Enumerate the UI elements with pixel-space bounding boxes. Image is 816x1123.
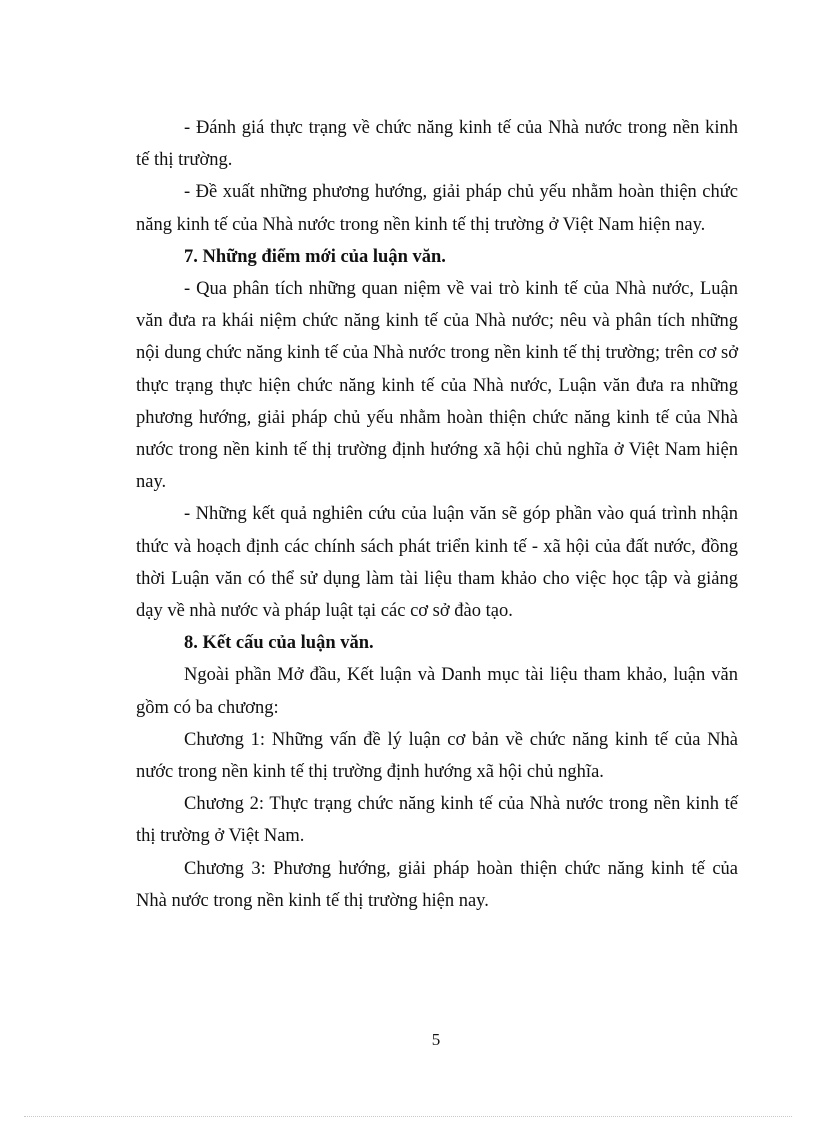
section-heading-structure: 8. Kết cấu của luận văn.	[184, 633, 374, 654]
page-number: 5	[431, 1030, 441, 1049]
page-bottom-divider	[24, 1116, 792, 1117]
chapter-3-paragraph: Chương 3: Phương hướng, giải pháp hoàn thiện chức năng kinh tế của Nhà nước trong nền kinh tế thị trường hiện nay.	[136, 858, 738, 911]
document-body	[136, 112, 738, 917]
bullet-propose-solutions: - Đề xuất những phương hướng, giải pháp chủ yếu nhằm hoàn thiện chức năng kinh tế của Nhà nước trong nền kinh tế thị trường ở Việt Nam hiện nay.	[136, 182, 738, 235]
chapter-1-paragraph: Chương 1: Những vấn đề lý luận cơ bản về chức năng kinh tế của Nhà nước trong nền kinh tế thị trường định hướng xã hội chủ nghĩa.	[136, 729, 738, 783]
section-heading-new-points: 7. Những điểm mới của luận văn.	[184, 246, 446, 267]
new-points-paragraph-1: - Qua phân tích những quan niệm về vai trò kinh tế của Nhà nước, Luận văn đưa ra khái niệm chức năng kinh tế của Nhà nước; nêu và phân tích những nội dung chức năng kinh tế của Nhà nước trong nền kinh tế thị trường; trên cơ sở thực trạng thực hiện chức năng kinh tế của Nhà nước, Luận văn đưa ra những phương hướng, giải pháp chủ yếu nhằm hoàn thiện chức năng kinh tế của Nhà nước trong nền kinh tế thị trường định hướng xã hội chủ nghĩa ở Việt Nam hiện nay.	[136, 279, 738, 493]
new-points-paragraph-2: - Những kết quả nghiên cứu của luận văn sẽ góp phần vào quá trình nhận thức và hoạch định các chính sách phát triển kinh tế - xã hội của đất nước, đồng thời Luận văn có thể sử dụng làm tài liệu tham khảo cho việc học tập và giảng dạy về nhà nước và pháp luật tại các cơ sở đào tạo.	[136, 504, 738, 622]
chapter-2-paragraph: Chương 2: Thực trạng chức năng kinh tế của Nhà nước trong nền kinh tế thị trường ở Việt Nam.	[136, 794, 738, 847]
bullet-assess-current-state: - Đánh giá thực trạng về chức năng kinh tế của Nhà nước trong nền kinh tế thị trường.	[136, 118, 738, 171]
structure-intro-paragraph: Ngoài phần Mở đầu, Kết luận và Danh mục tài liệu tham khảo, luận văn gồm có ba chương:	[136, 665, 738, 718]
